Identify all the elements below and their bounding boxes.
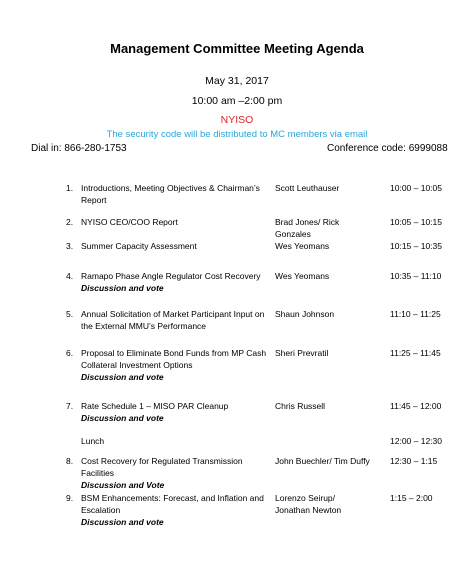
page-title: Management Committee Meeting Agenda bbox=[110, 41, 364, 56]
item-time: 12:00 – 12:30 bbox=[390, 436, 442, 446]
item-presenter: Brad Jones/ Rick Gonzales bbox=[275, 217, 340, 239]
item-description-block bbox=[81, 400, 271, 424]
item-description: NYISO CEO/COO Report bbox=[81, 217, 178, 227]
item-action: Discussion and vote bbox=[81, 413, 164, 423]
item-number: 7. bbox=[66, 401, 74, 411]
item-description: Introductions, Meeting Objectives & Chairman’s Report bbox=[81, 183, 260, 205]
item-presenter: Chris Russell bbox=[275, 401, 326, 411]
item-number: 6. bbox=[66, 348, 74, 358]
item-time: 10:15 – 10:35 bbox=[390, 241, 442, 251]
item-description: Lunch bbox=[81, 436, 105, 446]
item-description-block bbox=[81, 492, 271, 528]
item-description: Rate Schedule 1 – MISO PAR Cleanup bbox=[81, 401, 229, 411]
item-description: Cost Recovery for Regulated Transmission Facilities bbox=[81, 456, 243, 478]
item-presenter: Sheri Prevratil bbox=[275, 348, 329, 358]
security-notice: The security code will be distributed to MC members via email bbox=[106, 129, 368, 140]
conference-code: Conference code: 6999088 bbox=[327, 143, 448, 154]
item-number: 2. bbox=[66, 217, 74, 227]
item-action: Discussion and vote bbox=[81, 372, 164, 382]
item-presenter: Shaun Johnson bbox=[275, 309, 335, 319]
item-number: 9. bbox=[66, 493, 74, 503]
item-description-block bbox=[81, 270, 271, 294]
item-number: 3. bbox=[66, 241, 74, 251]
item-time: 12:30 – 1:15 bbox=[390, 456, 438, 466]
item-time: 10:00 – 10:05 bbox=[390, 183, 442, 193]
item-presenter: Scott Leuthauser bbox=[275, 183, 340, 193]
item-description: BSM Enhancements: Forecast, and Inflation and Escalation bbox=[81, 493, 264, 515]
item-description: Annual Solicitation of Market Participant Input on the External MMU’s Performance bbox=[81, 309, 265, 331]
organization-name: NYISO bbox=[220, 114, 254, 126]
item-description-block bbox=[81, 347, 271, 383]
item-presenter: John Buechler/ Tim Duffy bbox=[275, 456, 370, 466]
item-description: Proposal to Eliminate Bond Funds from MP Cash Collateral Investment Options bbox=[81, 348, 267, 370]
item-presenter: Wes Yeomans bbox=[275, 271, 330, 281]
item-time: 11:45 – 12:00 bbox=[390, 401, 442, 411]
item-number: 4. bbox=[66, 271, 74, 281]
dial-in-number: Dial in: 866-280-1753 bbox=[31, 143, 127, 154]
item-number: 5. bbox=[66, 309, 74, 319]
meeting-date: May 31, 2017 bbox=[205, 75, 269, 87]
item-description-block bbox=[81, 455, 271, 491]
item-time: 11:10 – 11:25 bbox=[390, 309, 441, 319]
item-presenter: Wes Yeomans bbox=[275, 241, 330, 251]
item-time: 1:15 – 2:00 bbox=[390, 493, 433, 503]
item-action: Discussion and Vote bbox=[81, 480, 165, 490]
item-time: 10:05 – 10:15 bbox=[390, 217, 442, 227]
item-presenter: Lorenzo Seirup/ Jonathan Newton bbox=[275, 493, 342, 515]
meeting-time: 10:00 am –2:00 pm bbox=[191, 95, 283, 107]
item-action: Discussion and vote bbox=[81, 517, 164, 527]
item-time: 10:35 – 11:10 bbox=[390, 271, 442, 281]
item-action: Discussion and vote bbox=[81, 283, 164, 293]
item-number: 1. bbox=[66, 183, 74, 193]
item-time: 11:25 – 11:45 bbox=[390, 348, 441, 358]
item-description: Ramapo Phase Angle Regulator Cost Recovery bbox=[81, 271, 261, 281]
item-number: 8. bbox=[66, 456, 74, 466]
item-description: Summer Capacity Assessment bbox=[81, 241, 197, 251]
